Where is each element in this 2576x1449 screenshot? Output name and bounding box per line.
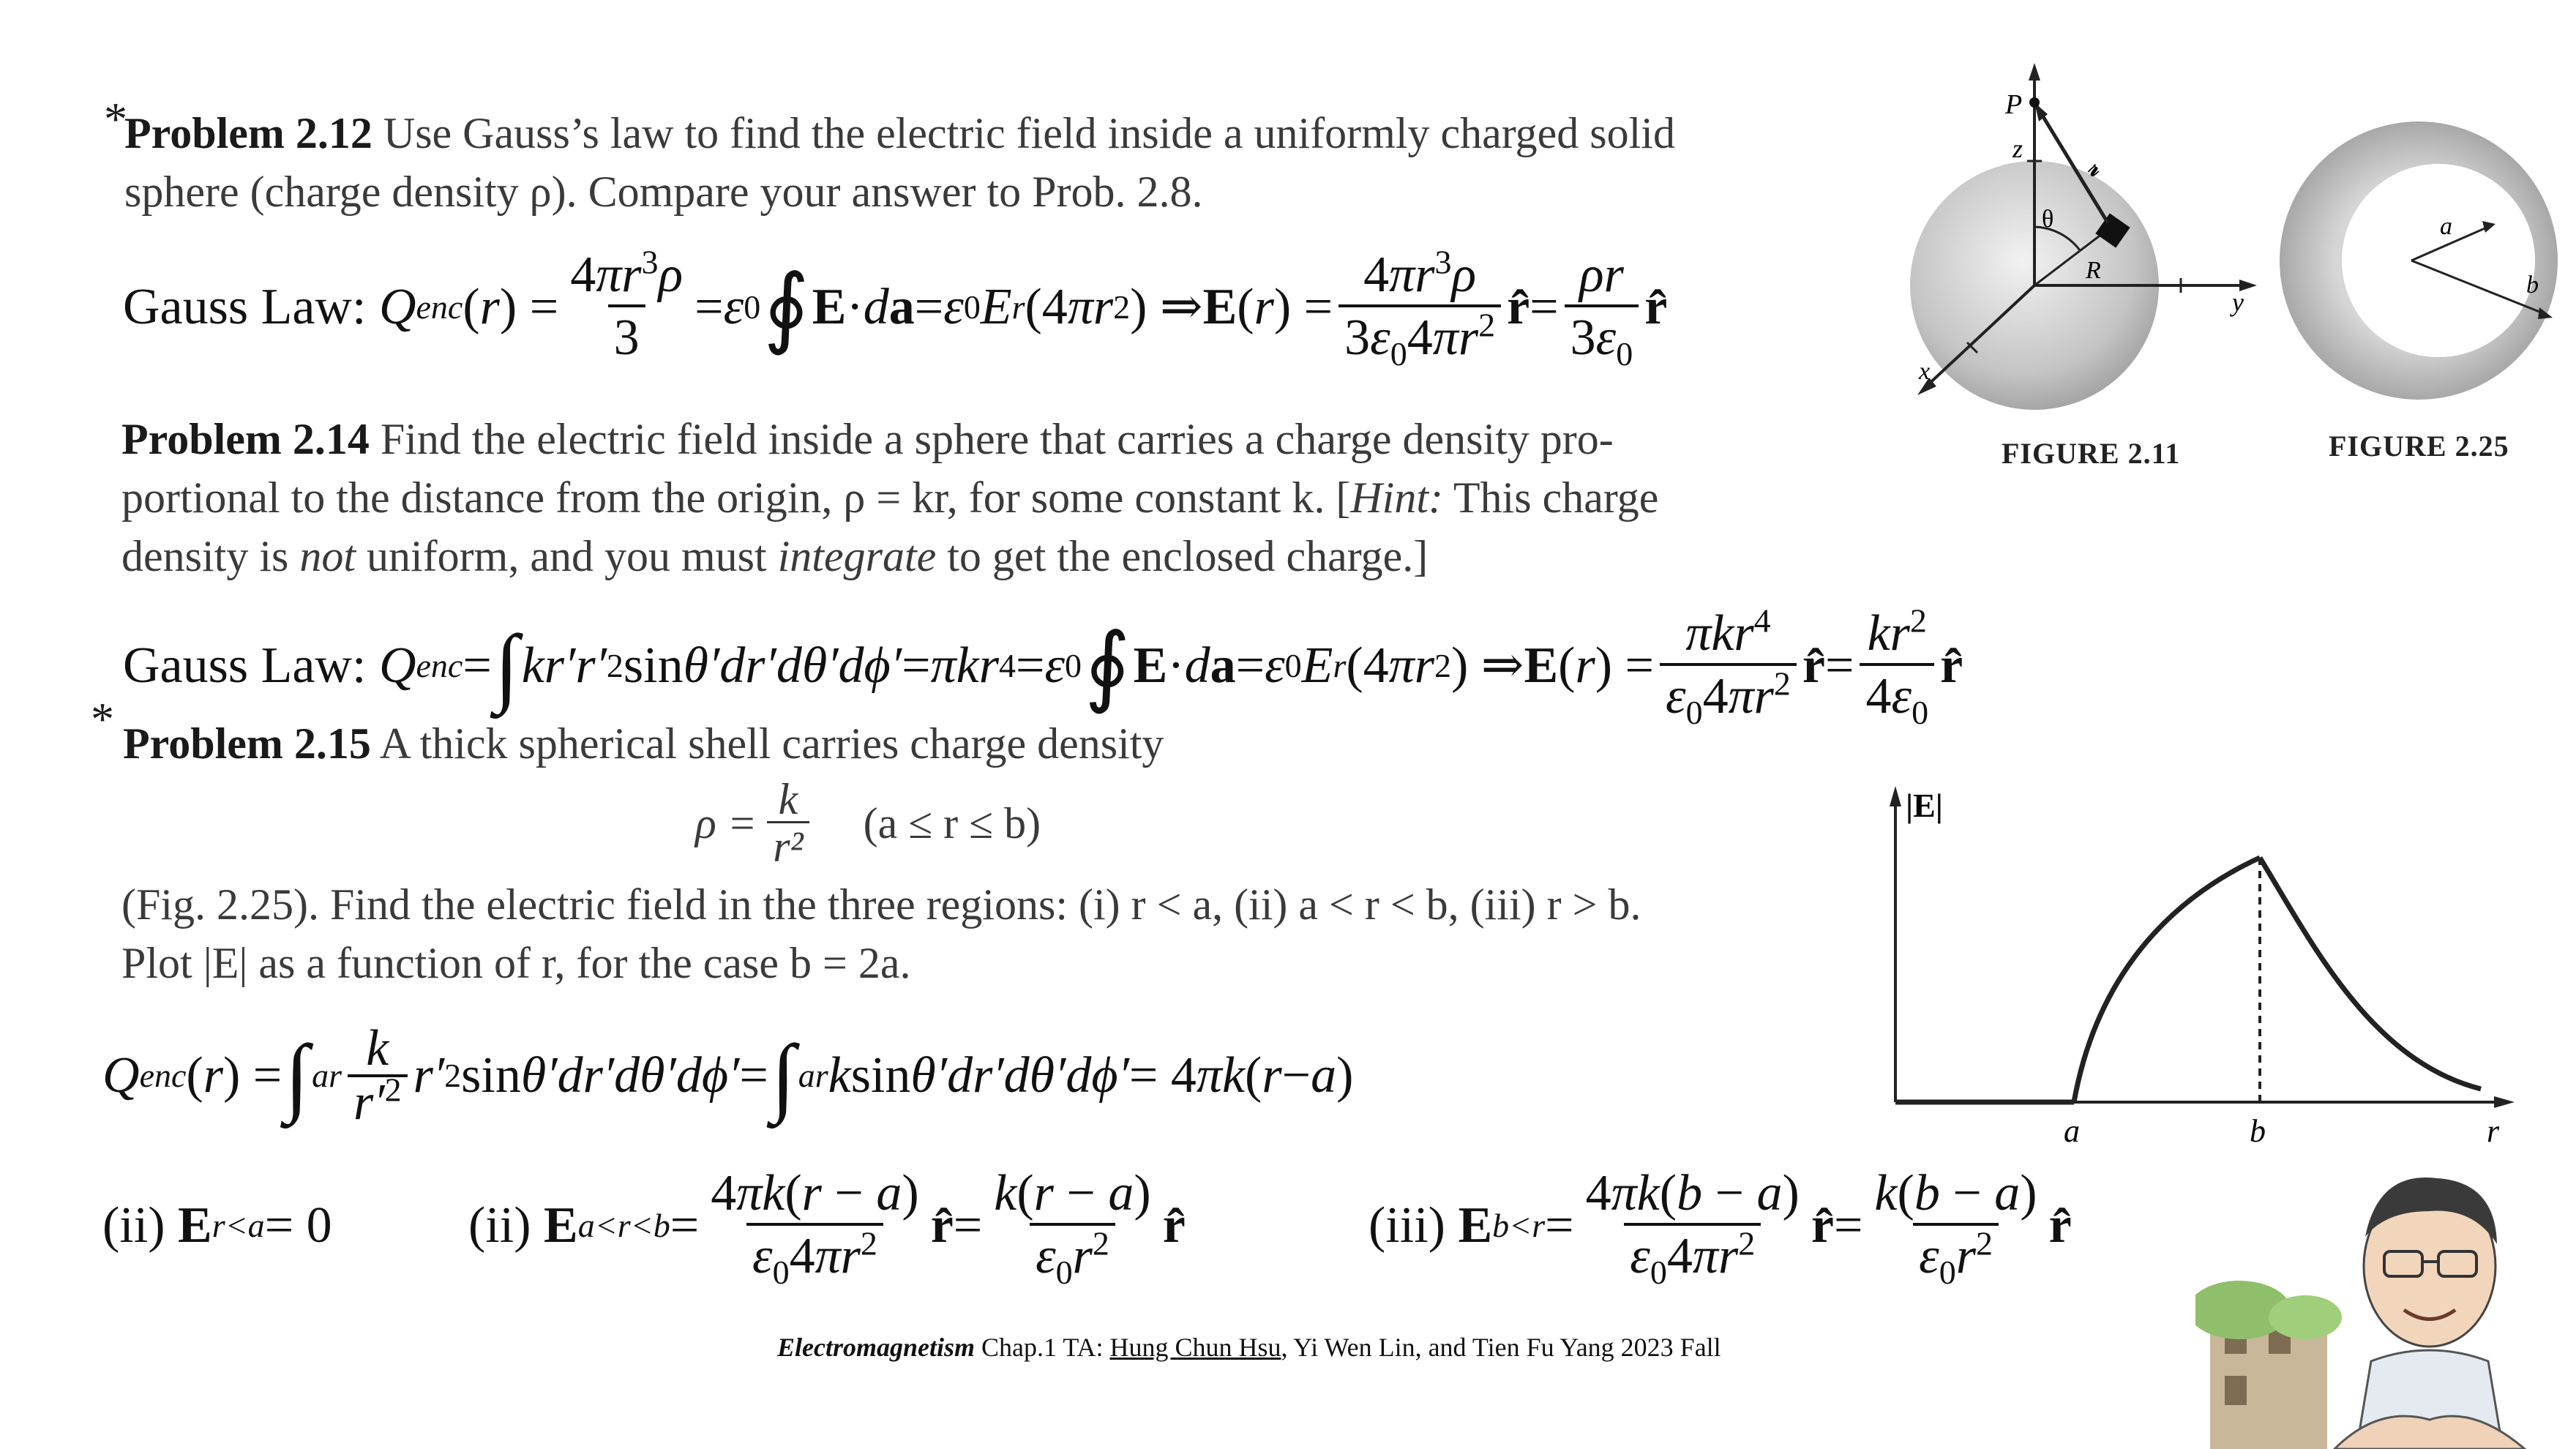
result-region-2: (ii) E a<r<b = $\frac{4\pi k(r - a)}{\varepsilon_04\pi r^2}$ r̂ = $\frac{k(r - a)}{\varepsilon_0r^2}$ r̂ bbox=[468, 1165, 1186, 1291]
problem-2-12 bbox=[124, 104, 1734, 221]
figure-2-11 bbox=[1888, 59, 2298, 439]
gauss-equation-2: Gauss Law: Q enc = ∫ kr′r′ 2 sin θ′dr′dθ′dϕ′ = πkr 4 = ε 0 ∮ E · d a = ε 0 E r (4 πr 2 ) ⇒ E ( r ) = $\frac{\pi kr^4}{\varepsilon_04\pi r^2}$ r̂ = $\frac{kr^2}{4\varepsilon_0}$ r̂ bbox=[123, 602, 1963, 731]
ta-caricature bbox=[2195, 1142, 2576, 1449]
problem-text-b: This charge density is bbox=[121, 473, 1659, 580]
region-label: (ii) bbox=[102, 1197, 165, 1254]
label-x: x bbox=[1919, 358, 1931, 385]
problem-text-c: uniform, and you must bbox=[356, 532, 778, 580]
label-z: z bbox=[2012, 134, 2023, 163]
region-label: (ii) bbox=[468, 1197, 531, 1254]
figure-2-11-caption: FIGURE 2.11 bbox=[2002, 437, 2181, 470]
label-theta: θ bbox=[2042, 206, 2054, 233]
problem-text: A thick spherical shell carries charge density bbox=[379, 719, 1164, 768]
label-script-r: 𝓇 bbox=[2087, 152, 2099, 181]
field-magnitude-plot bbox=[1873, 776, 2517, 1156]
field-rising-curve bbox=[2074, 858, 2260, 1102]
density-range: (a ≤ r ≤ b) bbox=[863, 799, 1041, 847]
gauss-equation-1: Gauss Law: Q enc ( r ) = $\frac{4\pi r^3\rho}{3}$ = ε 0 ∮ E · d a = ε 0 E r (4 πr 2 ) ⇒ E ( r ) = $\frac{4\pi r^3\rho}{3\varepsilon_04\pi r^2}$ r̂ = $\frac{\rho r}{3\varepsilon_0}$ r̂ bbox=[123, 243, 1668, 372]
eq-prefix: Gauss Law: bbox=[123, 279, 367, 335]
density-den: r² bbox=[767, 821, 809, 870]
problem-label: Problem 2.14 bbox=[121, 415, 370, 463]
label-b: b bbox=[2526, 272, 2539, 299]
point-P bbox=[2029, 97, 2040, 108]
z-arrow bbox=[2029, 63, 2040, 80]
ta-name-1: Hung Chun Hsu bbox=[1109, 1333, 1281, 1362]
problem-label: Problem 2.15 bbox=[123, 719, 371, 768]
result-region-1: (ii) E r<a = 0 bbox=[102, 1149, 332, 1303]
problem-label: Problem 2.12 bbox=[124, 109, 372, 157]
star-marker-2-12: * bbox=[104, 93, 127, 145]
problem-text-a: Find the electric field inside a sphere that carries a charge density pro- portional to the distance from the origin, ρ = kr, for some constant k. [ bbox=[121, 415, 1614, 522]
ta-names-rest: , Yi Wen Lin, and Tien Fu Yang 2023 Fall bbox=[1281, 1333, 1721, 1362]
plot-label-r: r bbox=[2487, 1113, 2500, 1149]
density-lhs: ρ = bbox=[695, 799, 757, 847]
star-marker-2-15: * bbox=[91, 693, 114, 745]
eq-prefix: Gauss Law: bbox=[123, 637, 367, 694]
problem-text: Use Gauss’s law to find the electric field inside a uniformly charged solid sphere (charge density ρ). Compare your answer to Prob. 2.8. bbox=[124, 109, 1675, 216]
not-word: not bbox=[299, 532, 356, 580]
inner-cavity bbox=[2342, 164, 2535, 357]
label-R: R bbox=[2086, 257, 2101, 284]
label-a: a bbox=[2440, 213, 2452, 240]
region-label: (iii) bbox=[1368, 1197, 1445, 1254]
chapter-info: Chap.1 TA: bbox=[975, 1333, 1110, 1362]
figure-2-25-caption: FIGURE 2.25 bbox=[2329, 430, 2509, 463]
density-num: k bbox=[778, 774, 798, 823]
density-formula bbox=[695, 768, 1041, 878]
problem-2-14 bbox=[121, 410, 1731, 585]
problem-2-15-text: (Fig. 2.25). Find the electric field in the three regions: (i) r < a, (ii) a < r < b, (iii) r > b. Plot |E| as a function of r, for the case b = 2a. bbox=[121, 880, 1641, 987]
label-P: P bbox=[2005, 89, 2023, 120]
hint-word: Hint: bbox=[1350, 473, 1443, 522]
problem-2-15 bbox=[123, 714, 1733, 773]
plot-label-E: |E| bbox=[1906, 787, 1943, 824]
figure-2-25 bbox=[2269, 117, 2561, 410]
course-name: Electromagnetism bbox=[777, 1333, 975, 1362]
integrate-word: integrate bbox=[777, 532, 937, 580]
label-y: y bbox=[2232, 288, 2244, 317]
field-falling-curve bbox=[2260, 858, 2481, 1089]
footer bbox=[777, 1332, 1721, 1363]
qenc-equation: Q enc ( r ) = ∫ a r $\frac{k}{r'^2}$ r′ 2 sin θ′dr′dθ′dϕ′ = ∫ a r k sin θ′dr′dθ′dϕ′ = 4 πk ( r − a ) bbox=[102, 1020, 1354, 1131]
problem-text-d: to get the enclosed charge.] bbox=[936, 532, 1429, 580]
plot-label-b: b bbox=[2250, 1113, 2266, 1149]
plot-label-a: a bbox=[2064, 1113, 2080, 1149]
result-region-3: (iii) E b<r = $\frac{4\pi k(b - a)}{\varepsilon_04\pi r^2}$ r̂ = $\frac{k(b - a)}{\varepsilon_0r^2}$ r̂ bbox=[1368, 1165, 2072, 1291]
